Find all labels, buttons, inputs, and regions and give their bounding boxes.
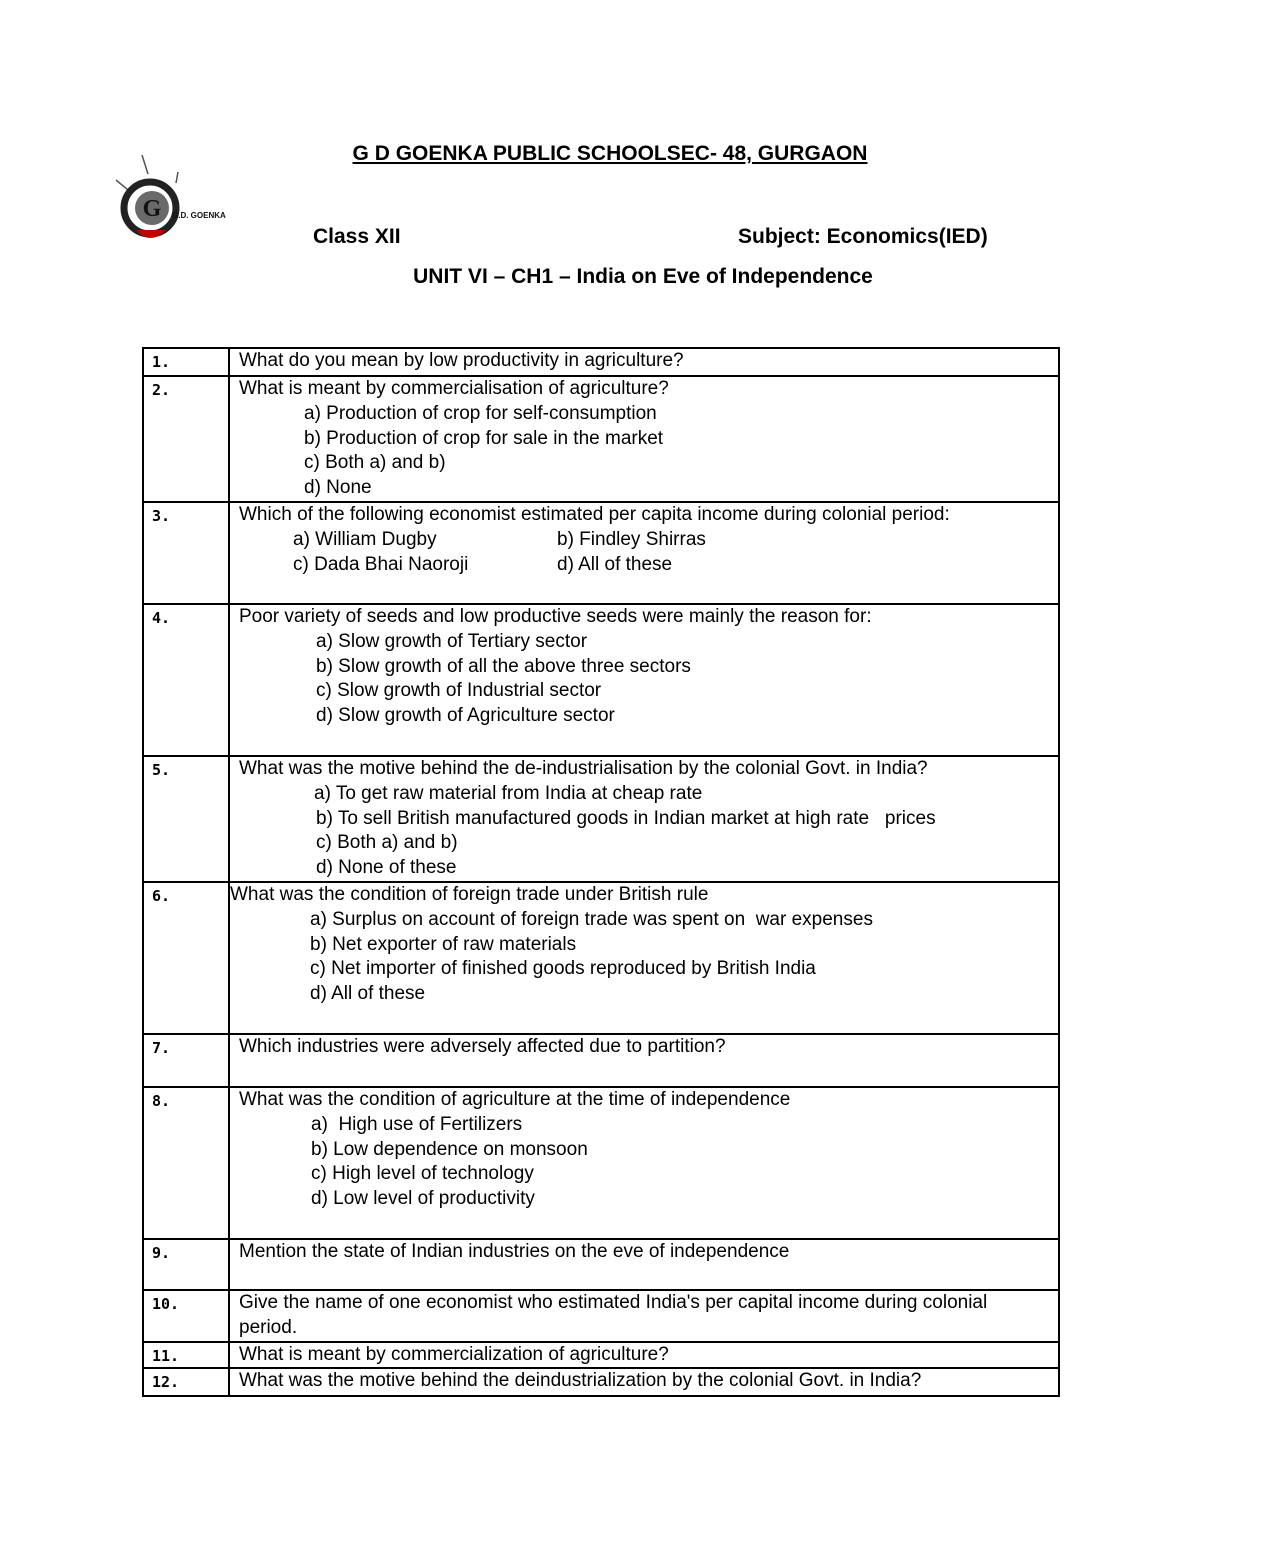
question-stem: What do you mean by low productivity in agriculture?: [239, 350, 684, 371]
question-text: [229, 1342, 1059, 1369]
question-number: 4.: [143, 604, 229, 756]
question-number: 6.: [143, 882, 229, 1034]
option: a) Surplus on account of foreign trade was spent on war expenses: [310, 908, 873, 930]
option: d) Slow growth of Agriculture sector: [316, 705, 615, 727]
school-title: G D GOENKA PUBLIC SCHOOLSEC- 48, GURGAON: [352, 142, 868, 165]
question-text: [229, 882, 1059, 1034]
question-stem: What was the condition of foreign trade under British rule: [230, 883, 709, 905]
question-text: [229, 1239, 1059, 1290]
question-text: [229, 604, 1059, 756]
option: a) Production of crop for self-consumption: [304, 402, 657, 424]
question-row: [143, 882, 1059, 1034]
option: b) Slow growth of all the above three sectors: [316, 655, 691, 677]
question-stem: What is meant by commercialization of agriculture?: [239, 1343, 669, 1365]
question-row: [143, 1342, 1059, 1369]
question-row: [143, 1239, 1059, 1290]
option: c) Net importer of finished goods reproduced by British India: [310, 958, 816, 980]
svg-text:G: G: [142, 196, 162, 222]
question-stem: What was the motive behind the de-industrialisation by the colonial Govt. in India?: [239, 758, 928, 779]
subject-label: Subject: Economics(IED): [738, 225, 988, 248]
option: a) William Dugby: [293, 528, 437, 550]
option: c) Dada Bhai Naoroji: [293, 553, 469, 575]
question-number: 11.: [143, 1342, 229, 1369]
question-row: [143, 756, 1059, 882]
question-number: 5.: [143, 756, 229, 882]
option: d) Low level of productivity: [311, 1188, 535, 1210]
question-row: [143, 1368, 1059, 1396]
option: c) High level of technology: [311, 1163, 534, 1185]
question-row: [143, 348, 1059, 376]
question-stem: Which industries were adversely affected due to partition?: [239, 1035, 726, 1057]
option: a) High use of Fertilizers: [311, 1113, 523, 1135]
question-text: [229, 376, 1059, 502]
question-row: [143, 1087, 1059, 1239]
option: b) Net exporter of raw materials: [310, 933, 577, 955]
question-row: [143, 502, 1059, 604]
question-stem: Poor variety of seeds and low productive seeds were mainly the reason for:: [239, 606, 872, 627]
question-row: [143, 1290, 1059, 1342]
question-number: 3.: [143, 502, 229, 604]
question-text: [229, 502, 1059, 604]
option: d) All of these: [557, 553, 673, 575]
question-number: 7.: [143, 1034, 229, 1087]
question-number: 12.: [143, 1368, 229, 1396]
logo-text: G.D. GOENKA: [172, 211, 226, 220]
question-row: [143, 376, 1059, 502]
unit-title: UNIT VI – CH1 – India on Eve of Independence: [413, 265, 873, 288]
option: d) None of these: [316, 857, 457, 879]
class-label: Class XII: [313, 225, 401, 248]
question-number: 1.: [143, 348, 229, 376]
question-number: 2.: [143, 376, 229, 502]
question-number: 9.: [143, 1239, 229, 1290]
question-text: [229, 756, 1059, 882]
question-text: [229, 1087, 1059, 1239]
option: b) Production of crop for sale in the market: [304, 427, 664, 449]
question-number: 10.: [143, 1290, 229, 1342]
option: a) To get raw material from India at cheap rate: [314, 782, 703, 804]
question-row: [143, 604, 1059, 756]
question-stem: What is meant by commercialisation of agriculture?: [239, 378, 669, 399]
question-text: [229, 1290, 1059, 1342]
question-text: [229, 1034, 1059, 1087]
option: c) Both a) and b): [304, 452, 446, 474]
question-text: [229, 1368, 1059, 1396]
option: b) Findley Shirras: [557, 528, 706, 550]
questions-table: [142, 347, 1060, 1397]
option: d) None: [304, 477, 372, 499]
question-text: [229, 348, 1059, 376]
question-stem: What was the motive behind the deindustrialization by the colonial Govt. in India?: [239, 1370, 922, 1392]
option: d) All of these: [310, 983, 426, 1005]
question-stem: Give the name of one economist who estimated India's per capital income during colonial period.: [239, 1291, 988, 1338]
question-number: 8.: [143, 1087, 229, 1239]
question-stem: Mention the state of Indian industries on the eve of independence: [239, 1240, 790, 1262]
question-stem: Which of the following economist estimated per capita income during colonial period:: [239, 504, 950, 525]
option: a) Slow growth of Tertiary sector: [316, 630, 588, 652]
question-row: [143, 1034, 1059, 1087]
question-stem: What was the condition of agriculture at the time of independence: [239, 1088, 791, 1110]
option: b) Low dependence on monsoon: [311, 1138, 588, 1160]
option: c) Both a) and b): [316, 832, 458, 854]
option: c) Slow growth of Industrial sector: [316, 680, 602, 702]
option: b) To sell British manufactured goods in Indian market at high rate prices: [316, 807, 936, 829]
